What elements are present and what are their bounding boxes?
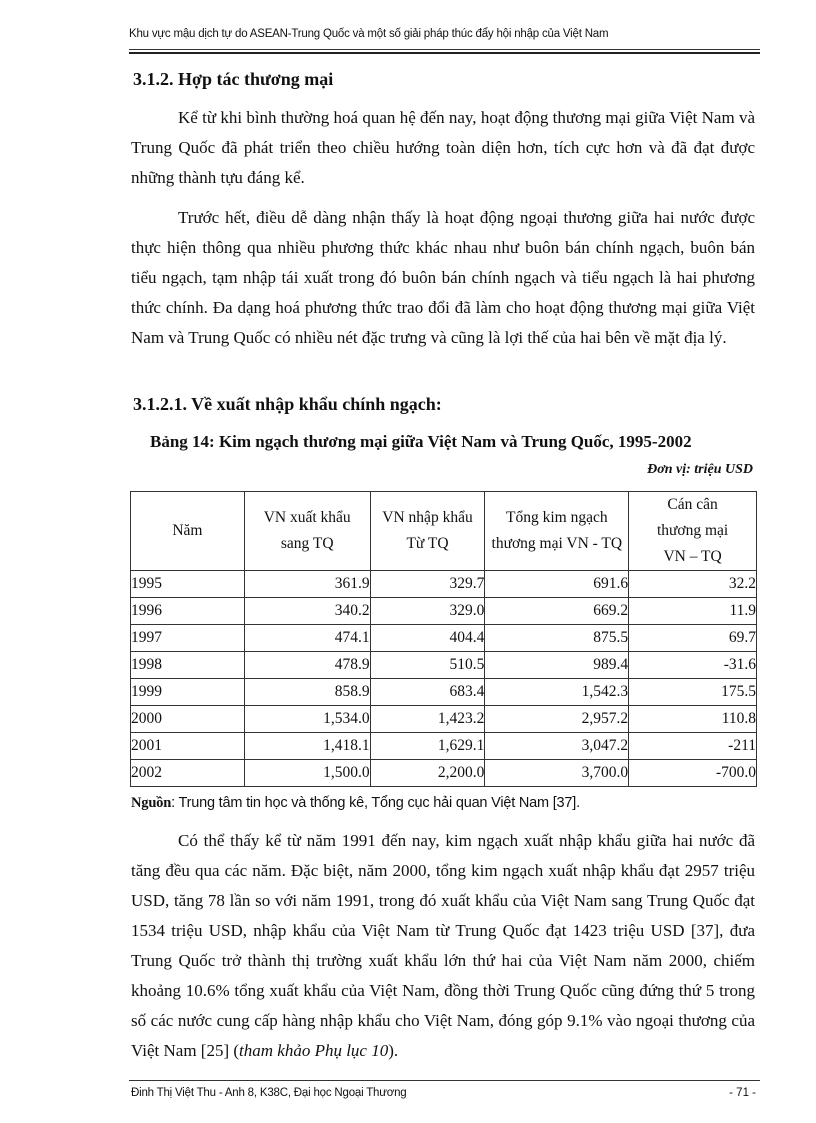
- cell-total: 669.2: [485, 598, 629, 625]
- cell-year: 2000: [131, 706, 245, 733]
- cell-import: 1,629.1: [370, 733, 485, 760]
- cell-total: 2,957.2: [485, 706, 629, 733]
- table-caption: Bảng 14: Kim ngạch thương mại giữa Việt Nam và Trung Quốc, 1995-2002: [150, 432, 692, 451]
- table-row: [131, 706, 757, 733]
- col-total-header: Tổng kim ngạch thương mại VN - TQ: [485, 492, 629, 571]
- footer-rule: [129, 1080, 760, 1081]
- table-row: [131, 652, 757, 679]
- table-row: [131, 733, 757, 760]
- cell-export: 1,500.0: [244, 760, 370, 787]
- cell-total: 3,047.2: [485, 733, 629, 760]
- cell-balance: 11.9: [629, 598, 757, 625]
- cell-export: 340.2: [244, 598, 370, 625]
- footer-author: Đinh Thị Việt Thu - Anh 8, K38C, Đại học Ngoại Thương: [131, 1087, 407, 1099]
- cell-year: 2002: [131, 760, 245, 787]
- cell-export: 478.9: [244, 652, 370, 679]
- table-row: [131, 598, 757, 625]
- table-source: [131, 795, 580, 812]
- cell-export: 361.9: [244, 571, 370, 598]
- col-import-header: VN nhập khẩu Từ TQ: [370, 492, 485, 571]
- page-number: - 71 -: [729, 1087, 756, 1099]
- cell-total: 691.6: [485, 571, 629, 598]
- cell-balance: -211: [629, 733, 757, 760]
- cell-balance: 32.2: [629, 571, 757, 598]
- cell-export: 1,418.1: [244, 733, 370, 760]
- cell-import: 683.4: [370, 679, 485, 706]
- cell-import: 510.5: [370, 652, 485, 679]
- cell-total: 1,542.3: [485, 679, 629, 706]
- cell-export: 1,534.0: [244, 706, 370, 733]
- appendix-reference: tham khảo Phụ lục 10: [239, 1041, 389, 1060]
- cell-year: 1995: [131, 571, 245, 598]
- running-header: Khu vực mậu dịch tự do ASEAN-Trung Quốc và một số giải pháp thúc đẩy hội nhập của Việt Nam: [129, 28, 609, 40]
- source-text: : Trung tâm tin học và thống kê, Tổng cục hải quan Việt Nam [37].: [171, 795, 580, 811]
- col-balance-header: Cán cân thương mại VN – TQ: [629, 492, 757, 571]
- header-rule: [129, 49, 760, 50]
- cell-import: 329.7: [370, 571, 485, 598]
- col-export-header: VN xuất khẩu sang TQ: [244, 492, 370, 571]
- cell-balance: -700.0: [629, 760, 757, 787]
- cell-year: 1999: [131, 679, 245, 706]
- closing-end: ).: [388, 1041, 399, 1060]
- cell-year: 1997: [131, 625, 245, 652]
- trade-table: [130, 491, 757, 787]
- table-header-row: [131, 492, 757, 571]
- cell-total: 989.4: [485, 652, 629, 679]
- table-unit: Đơn vị: triệu USD: [647, 462, 753, 477]
- paragraph-3: [131, 826, 755, 1066]
- cell-balance: -31.6: [629, 652, 757, 679]
- table-row: [131, 679, 757, 706]
- cell-total: 875.5: [485, 625, 629, 652]
- header-rule-thick: [129, 52, 760, 54]
- cell-total: 3,700.0: [485, 760, 629, 787]
- table-row: [131, 760, 757, 787]
- subsection-heading: 3.1.2.1. Về xuất nhập khẩu chính ngạch:: [133, 394, 442, 414]
- section-heading: 3.1.2. Hợp tác thương mại: [133, 69, 334, 89]
- cell-import: 2,200.0: [370, 760, 485, 787]
- cell-import: 1,423.2: [370, 706, 485, 733]
- cell-export: 474.1: [244, 625, 370, 652]
- col-year-header: Năm: [131, 492, 245, 571]
- cell-balance: 69.7: [629, 625, 757, 652]
- cell-import: 329.0: [370, 598, 485, 625]
- cell-balance: 110.8: [629, 706, 757, 733]
- cell-year: 1996: [131, 598, 245, 625]
- cell-year: 1998: [131, 652, 245, 679]
- cell-import: 404.4: [370, 625, 485, 652]
- table-row: [131, 625, 757, 652]
- paragraph-2: Trước hết, điều dễ dàng nhận thấy là hoạt động ngoại thương giữa hai nước được thực hiện thông qua nhiều phương thức khác nhau như buôn bán chính ngạch, buôn bán tiểu ngạch, tạm nhập tái xuất trong đó buôn bán chính ngạch và tiểu ngạch là hai phương thức chính. Đa dạng hoá phương thức trao đổi đã làm cho hoạt động thương mại giữa Việt Nam và Trung Quốc có nhiều nét đặc trưng và cũng là lợi thế của hai bên về mặt địa lý.: [131, 208, 755, 347]
- table-row: [131, 571, 757, 598]
- closing-text: Có thể thấy kể từ năm 1991 đến nay, kim ngạch xuất nhập khẩu giữa hai nước đã tăng đều qua các năm. Đặc biệt, năm 2000, tổng kim ngạch xuất nhập khẩu đạt 2957 triệu USD, tăng 78 lần so với năm 1991, trong đó xuất khẩu của Việt Nam sang Trung Quốc đạt 1534 triệu USD, nhập khẩu của Việt Nam từ Trung Quốc đạt 1423 triệu USD [37], đưa Trung Quốc trở thành thị trường xuất khẩu lớn thứ hai của Việt Nam năm 2000, chiếm khoảng 10.6% tổng xuất khẩu của Việt Nam, đồng thời Trung Quốc cũng đứng thứ 5 trong số các nước cung cấp hàng nhập khẩu cho Việt Nam, đóng góp 9.1% vào ngoại thương của Việt Nam [25] (: [131, 831, 755, 1060]
- cell-year: 2001: [131, 733, 245, 760]
- paragraph-1: Kể từ khi bình thường hoá quan hệ đến nay, hoạt động thương mại giữa Việt Nam và Trung Quốc đã phát triển theo chiều hướng toàn diện hơn, tích cực hơn và đã đạt được những thành tựu đáng kể.: [131, 108, 755, 187]
- cell-export: 858.9: [244, 679, 370, 706]
- source-label: Nguồn: [131, 795, 172, 811]
- cell-balance: 175.5: [629, 679, 757, 706]
